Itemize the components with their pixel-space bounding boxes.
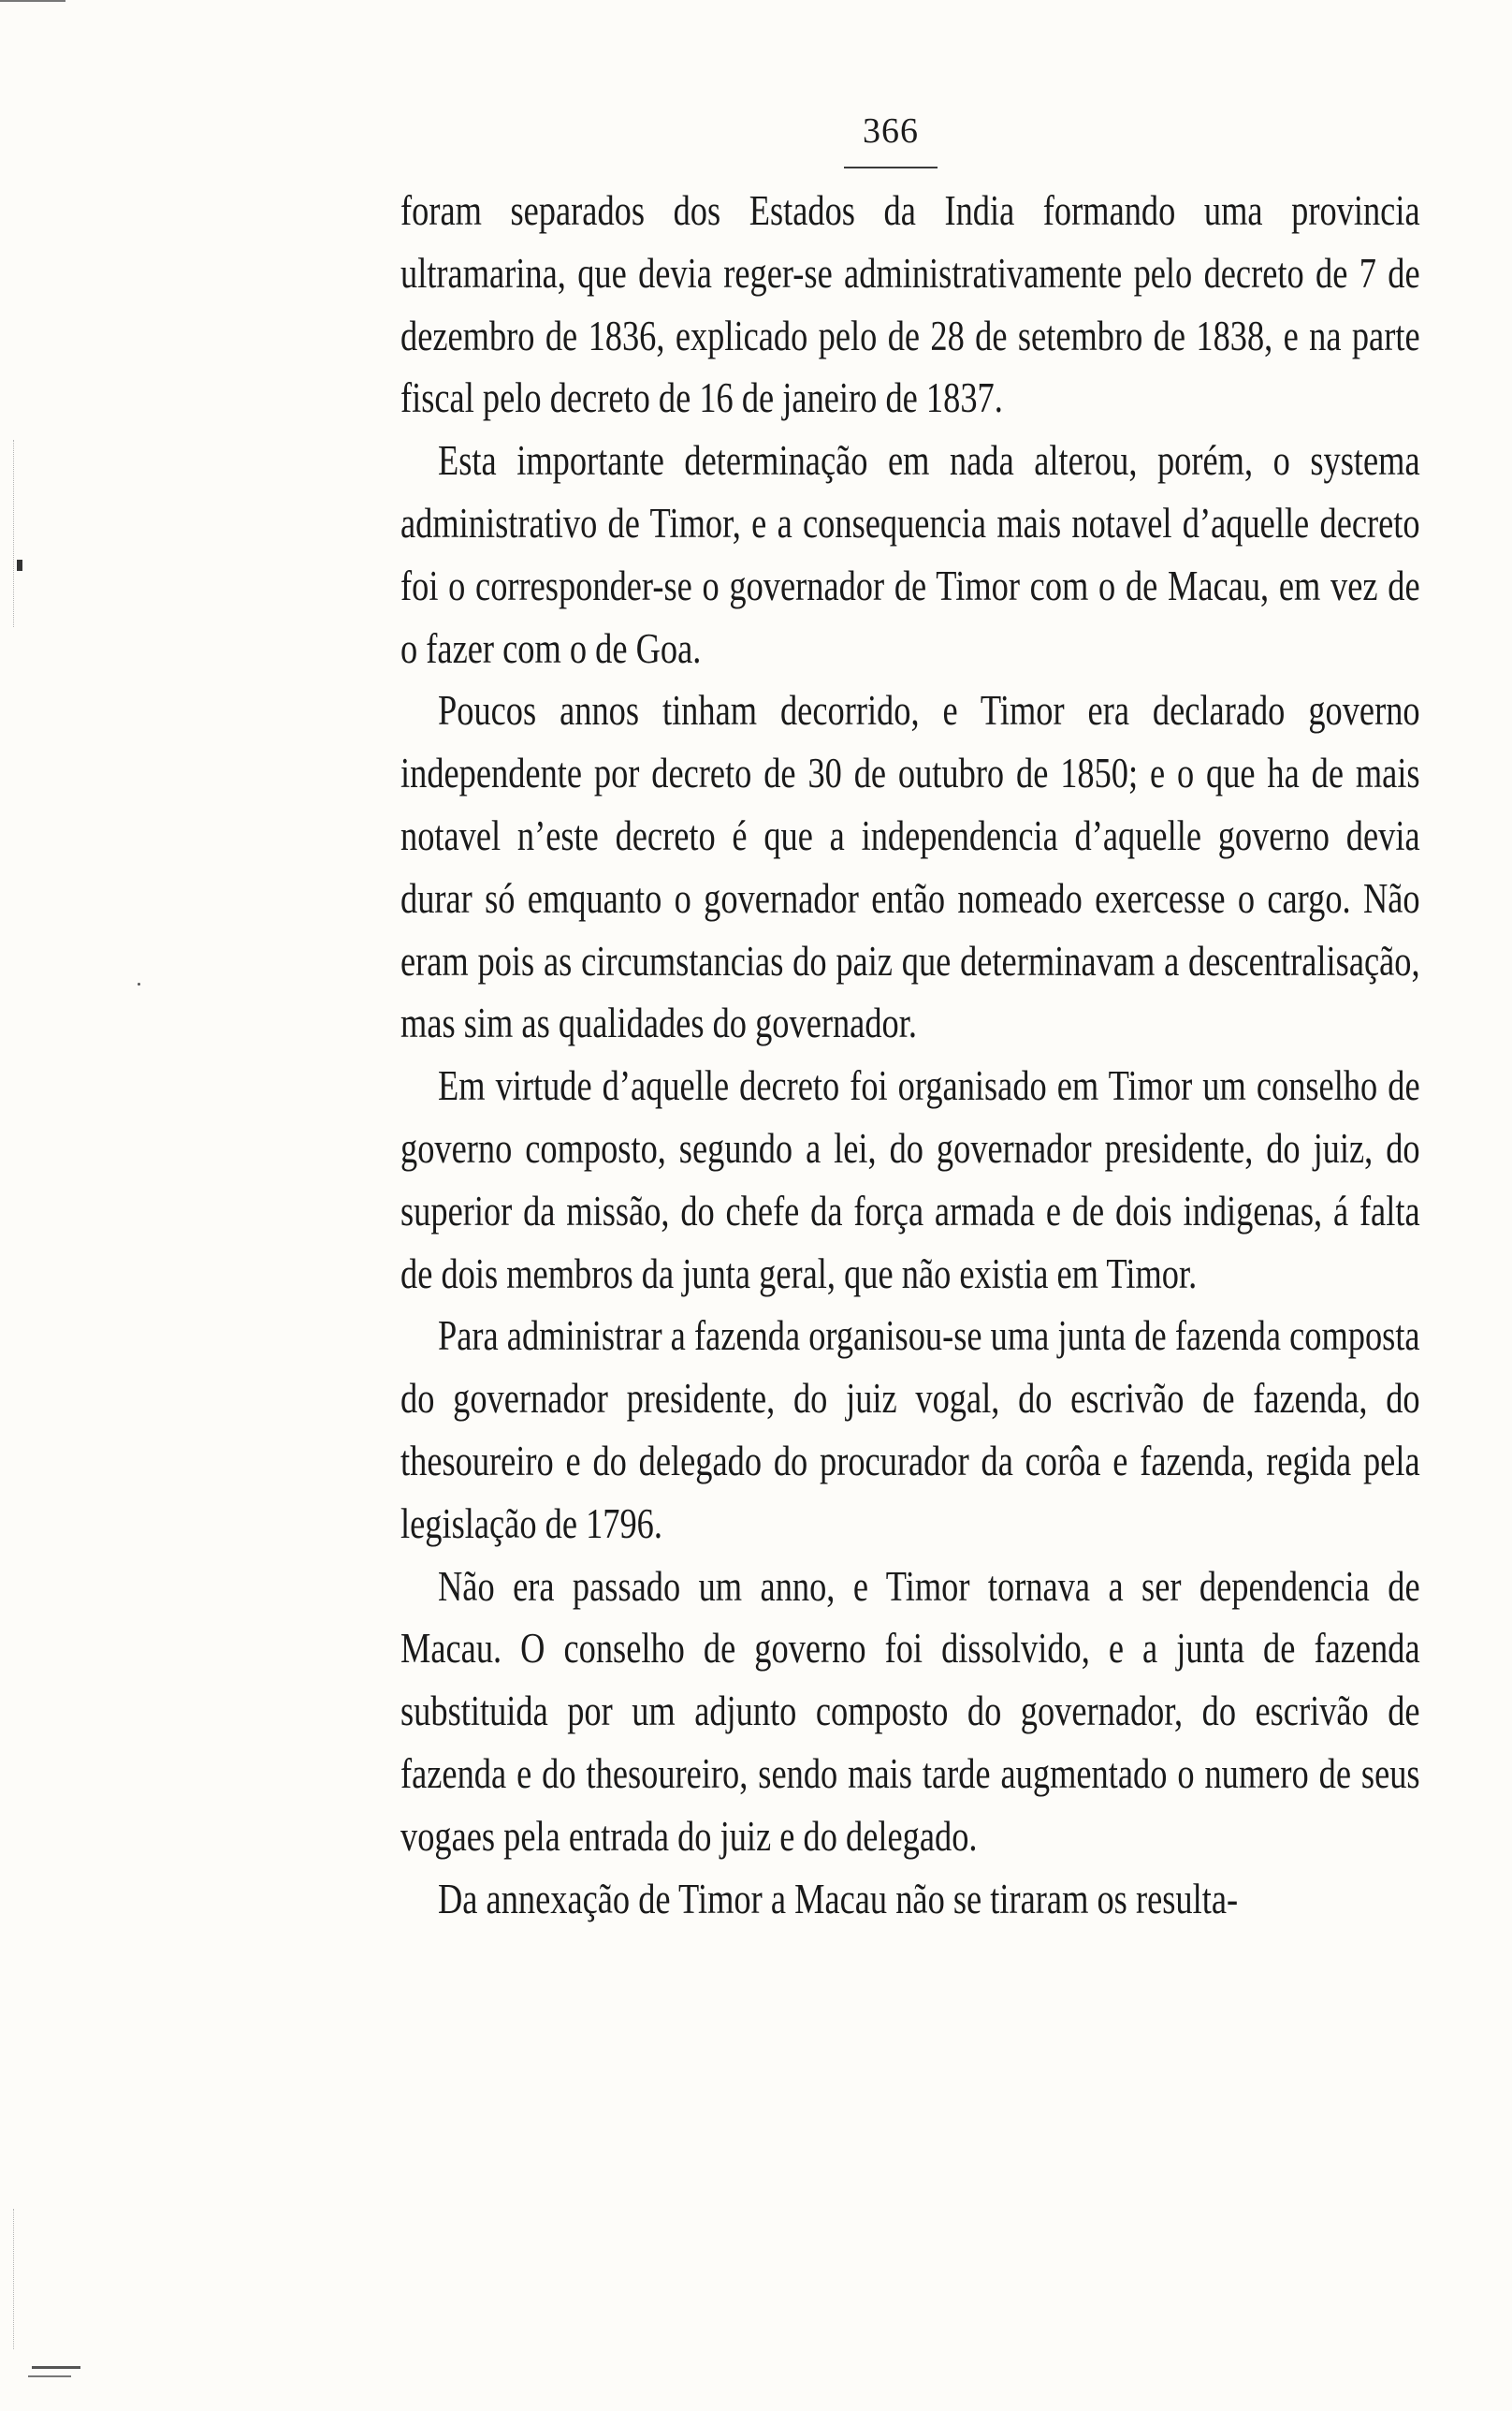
paragraph-6: Não era passado um anno, e Timor tornava a ser dependencia de Macau. O conselho de governo foi dissolvido, e a junta de fazenda substituida por um adjunto composto do governador, do escrivão de fazenda e do thesoureiro, sendo mais tarde augmentado o numero de seus vogaes pela entrada do juiz e do delegado. — [400, 1561, 1420, 1860]
scan-edge-mark — [32, 2366, 80, 2369]
scan-speck — [17, 560, 22, 571]
page-number-rule — [844, 167, 938, 168]
paragraph-7: Da annexação de Timor a Macau não se tiraram os resulta- — [438, 1874, 1239, 1922]
scan-margin-dots — [13, 440, 15, 627]
scan-edge-mark — [0, 0, 65, 2]
body-text — [400, 180, 1420, 1930]
paragraph-1: foram separados dos Estados da India formando uma provincia ultramarina, que devia reger-se administrativamente pelo decreto de 7 de dezembro de 1836, explicado pelo de 28 de setembro de 1838, e na parte fiscal pelo decreto de 16 de janeiro de 1837. — [400, 186, 1420, 422]
paragraph-3: Poucos annos tinham decorrido, e Timor era declarado governo independente por decreto de 30 de outubro de 1850; e o que ha de mais notavel n’este decreto é que a independencia d’aquelle governo devia durar só emquanto o governador então nomeado exercesse o cargo. Não eram pois as circumstancias do paiz que determinavam a descentralisação, mas sim as qualidades do governador. — [400, 686, 1420, 1047]
page-number: 366 — [863, 111, 919, 151]
scan-margin-dots — [13, 2209, 15, 2349]
scan-edge-mark — [28, 2375, 71, 2377]
paragraph-2: Esta importante determinação em nada alterou, porém, o systema administrativo de Timor, e a consequencia mais notavel d’aquelle decreto foi o corresponder-se o governador de Timor com o de Macau, em vez de o fazer com o de Goa. — [400, 436, 1420, 672]
paragraph-4: Em virtude d’aquelle decreto foi organisado em Timor um conselho de governo composto, segundo a lei, do governador presidente, do juiz, do superior da missão, do chefe da força armada e de dois indigenas, á falta de dois membros da junta geral, que não existia em Timor. — [400, 1061, 1420, 1297]
scan-stray-dot — [138, 983, 140, 986]
paragraph-5: Para administrar a fazenda organisou-se uma junta de fazenda composta do governador presidente, do juiz vogal, do escrivão de fazenda, do thesoureiro e do delegado do procurador da corôa e fazenda, regida pela legislação de 1796. — [400, 1311, 1420, 1547]
